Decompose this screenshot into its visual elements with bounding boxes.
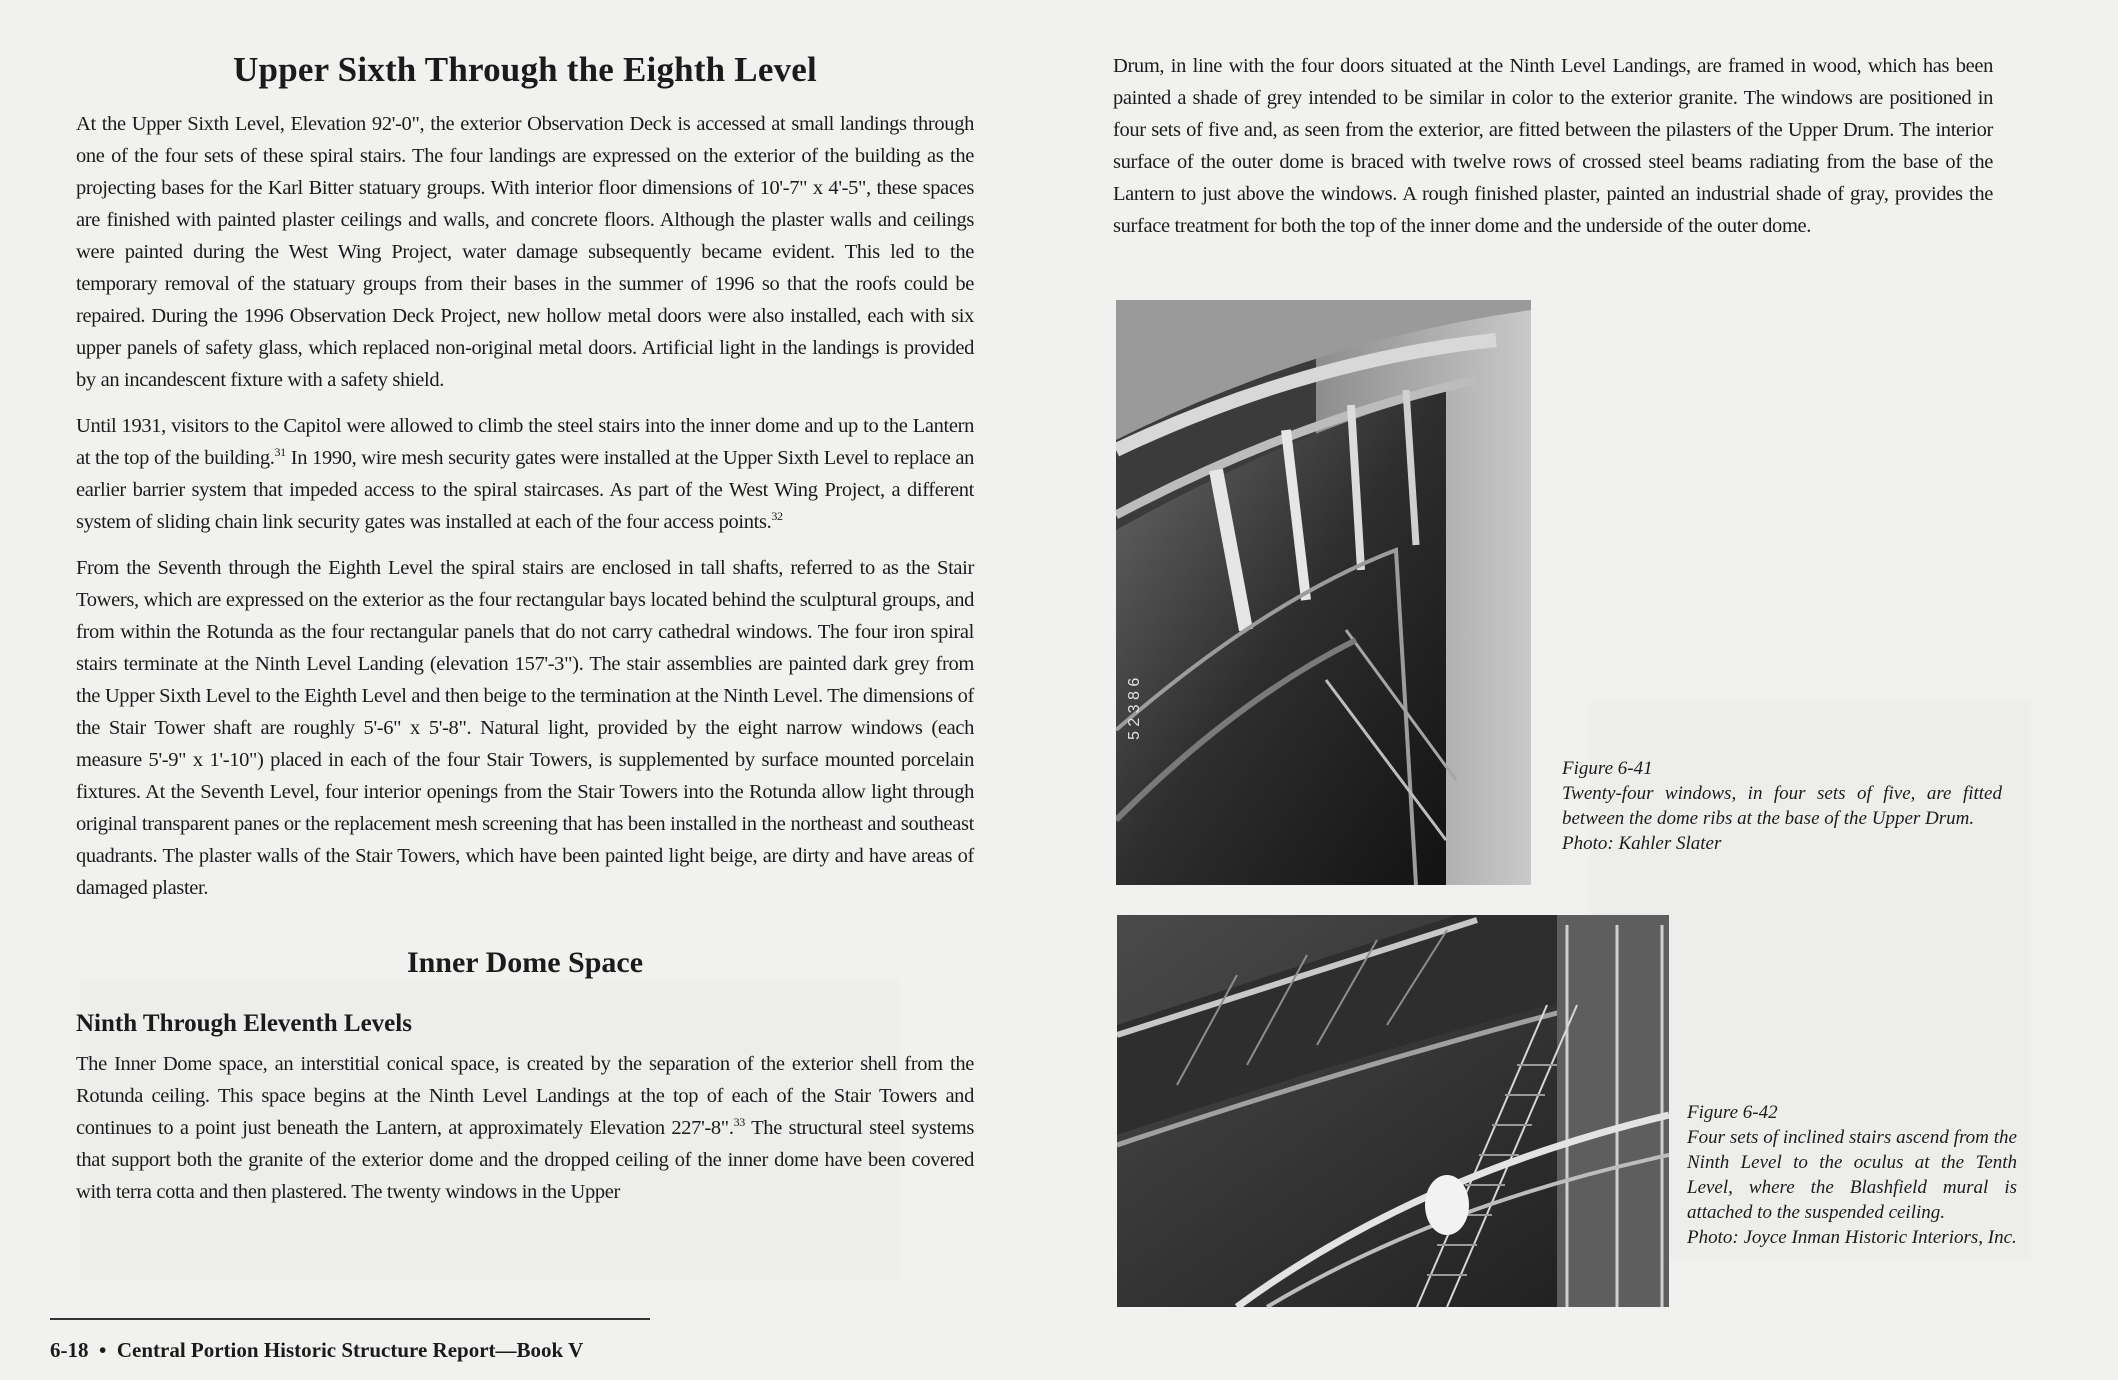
section-heading-inner-dome: Inner Dome Space xyxy=(406,946,644,979)
paragraph-until-1931 xyxy=(76,410,974,538)
figure-6-41-label: Figure 6-41 xyxy=(1562,758,1653,779)
footer-rule xyxy=(50,1318,650,1320)
figure-6-42-photo xyxy=(1117,915,1669,1307)
paragraph-upper-sixth: At the Upper Sixth Level, Elevation 92'-0", the exterior Observation Deck is accessed at small landings through one of the four sets of these spiral stairs. The four landings are expressed on the exterior of the building as the projecting bases for the Karl Bitter statuary groups. With interior floor dimensions of 10'-7" x 4'-5", these spaces are finished with painted plaster ceilings and walls, and concrete floors. Although the plaster walls and ceilings were painted during the West Wing Project, water damage subsequently became evident. This led to the temporary removal of the statuary groups from their bases in the summer of 1996 so that the roofs could be repaired. During the 1996 Observation Deck Project, new hollow metal doors were also installed, each with six upper panels of safety glass, which replaced non-original metal doors. Artificial light in the landings is provided by an incandescent fixture with a safety shield. xyxy=(76,113,974,391)
text-fragment: The Inner Dome space, an interstitial conical space, is created by the separation of the exterior shell from the Rotunda ceiling. This space begins at the Ninth Level Landings at the top of each of the Stair Towers and continues to a point just beneath the Lantern, at approximately Elevation 227'-8". xyxy=(76,1053,974,1139)
inclined-stairs-photo-drawing xyxy=(1117,915,1669,1307)
figure-6-41-photo xyxy=(1116,300,1531,885)
footnote-33: 33 xyxy=(733,1115,745,1130)
paragraph-stair-towers: From the Seventh through the Eighth Level the spiral stairs are enclosed in tall shafts, referred to as the Stair Towers, which are expressed on the exterior as the four rectangular bays located behind the sculptural groups, and from within the Rotunda as the four rectangular panels that do not carry cathedral windows. The four iron spiral stairs terminate at the Ninth Level Landing (elevation 157'-3"). The stair assemblies are painted dark grey from the Upper Sixth Level to the Eighth Level and then beige to the termination at the Ninth Level. The dimensions of the Stair Tower shaft are roughly 5'-6" x 5'-8". Natural light, provided by the eight narrow windows (each measure 5'-9" x 1'-10") placed in each of the four Stair Towers, is supplemented by surface mounted porcelain fixtures. At the Seventh Level, four interior openings from the Stair Towers into the Rotunda allow light through original transparent panes or the replacement mesh screening that has been installed in the northeast and southeast quadrants. The plaster walls of the Stair Towers, which have been painted light beige, are dirty and have areas of damaged plaster. xyxy=(76,557,974,899)
figure-6-42-caption xyxy=(1687,1100,2017,1250)
footnote-32: 32 xyxy=(771,509,783,524)
page-footer: 6-18 • Central Portion Historic Structure Report—Book V xyxy=(50,1338,584,1362)
paragraph-inner-dome xyxy=(76,1048,974,1208)
right-column xyxy=(1113,50,1993,256)
dome-window-photo-drawing xyxy=(1116,300,1531,885)
figure-6-41-credit: Photo: Kahler Slater xyxy=(1562,833,1722,854)
photo-stamp-number: 5 2 3 8 6 xyxy=(1126,677,1143,740)
text-fragment: In 1990, wire mesh security gates were installed at the Upper Sixth Level to replace an earlier barrier system that impeded access to the spiral staircases. As part of the West Wing Project, a different system of sliding chain link security gates was installed at each of the four access points. xyxy=(76,447,975,533)
text-fragment: The structural steel systems that support both the granite of the exterior dome and the dropped ceiling of the inner dome have been covered with terra cotta and then plastered. The twenty windows in the Upper xyxy=(76,1117,974,1203)
text-fragment: Until 1931, visitors to the Capitol were allowed to climb the steel stairs into the inner dome and up to the Lantern at the top of the building. xyxy=(76,415,974,469)
section-heading-upper-sixth: Upper Sixth Through the Eighth Level xyxy=(233,50,817,89)
figure-6-42-text: Four sets of inclined stairs ascend from the Ninth Level to the oculus at the Tenth Level, where the Blashfield mural is attached to the suspended ceiling. xyxy=(1687,1127,2017,1223)
figure-6-42-label: Figure 6-42 xyxy=(1687,1102,1778,1123)
paragraph-upper-drum: Drum, in line with the four doors situated at the Ninth Level Landings, are framed in wood, which has been painted a shade of grey intended to be similar in color to the exterior granite. The windows are positioned in four sets of five and, as seen from the exterior, are fitted between the pilasters of the Upper Drum. The interior surface of the outer dome is braced with twelve rows of crossed steel beams radiating from the base of the Lantern to just above the windows. A rough finished plaster, painted an industrial shade of gray, provides the surface treatment for both the top of the inner dome and the underside of the outer dome. xyxy=(1113,55,1993,237)
subheading-ninth-eleventh: Ninth Through Eleventh Levels xyxy=(76,1010,412,1037)
left-column xyxy=(76,50,974,1222)
figure-6-42-credit: Photo: Joyce Inman Historic Interiors, Inc. xyxy=(1687,1227,2017,1248)
figure-6-41-caption xyxy=(1562,756,2002,856)
footnote-31: 31 xyxy=(274,445,286,460)
figure-6-41-text: Twenty-four windows, in four sets of five, are fitted between the dome ribs at the base of the Upper Drum. xyxy=(1562,783,2002,829)
